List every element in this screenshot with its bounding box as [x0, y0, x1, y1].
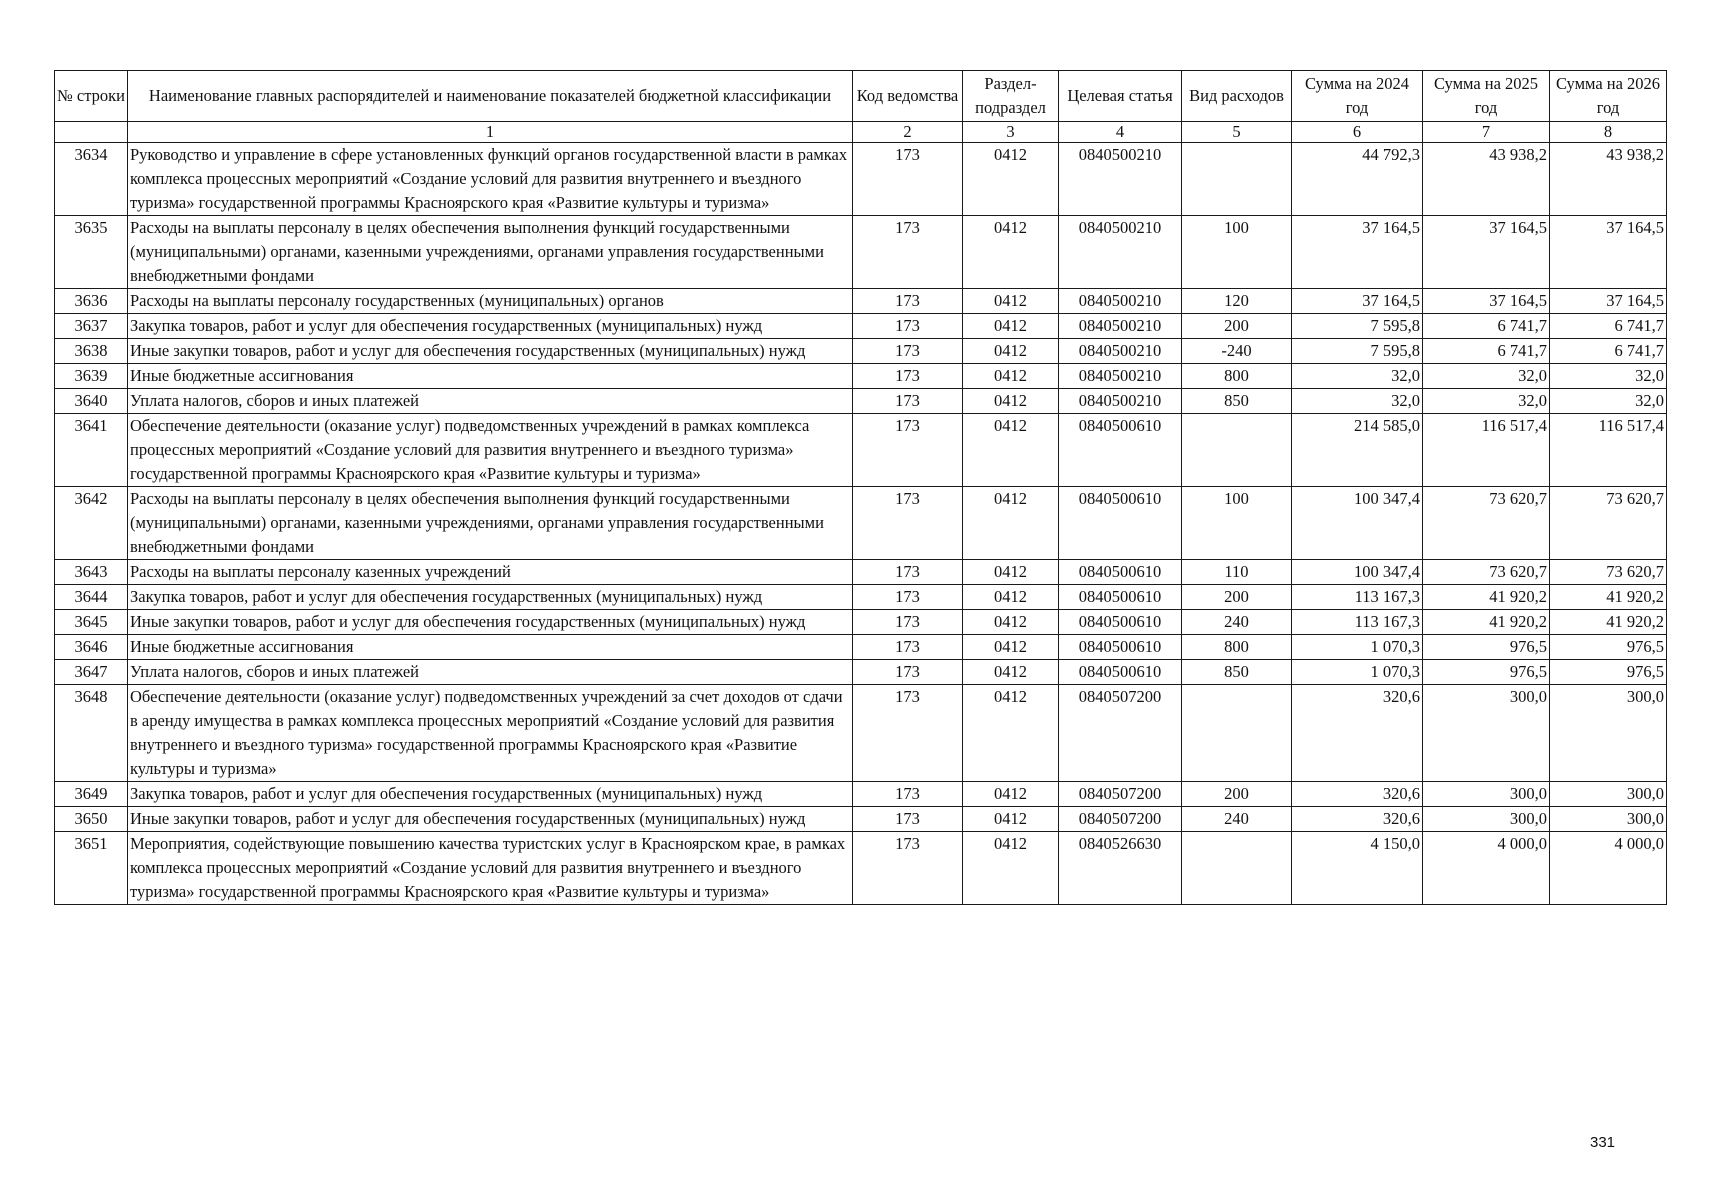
row-exp-type: 240 [1182, 610, 1292, 635]
row-section: 0412 [963, 685, 1059, 782]
row-exp-type: 800 [1182, 635, 1292, 660]
row-sum-2025: 73 620,7 [1423, 560, 1550, 585]
row-section: 0412 [963, 339, 1059, 364]
table-body [55, 143, 1667, 905]
table-row [55, 289, 1667, 314]
row-name: Обеспечение деятельности (оказание услуг) подведомственных учреждений за счет доходов от сдачи в аренду имущества в рамках комплекса процессных мероприятий «Создание условий для развития внутреннего и въездного туризма» государственной программы Красноярского края «Развитие культуры и туризма» [128, 685, 853, 782]
row-sum-2026: 73 620,7 [1550, 487, 1667, 560]
row-section: 0412 [963, 660, 1059, 685]
row-sum-2025: 300,0 [1423, 807, 1550, 832]
row-dept-code: 173 [853, 807, 963, 832]
row-target: 0840507200 [1059, 782, 1182, 807]
row-name: Иные бюджетные ассигнования [128, 364, 853, 389]
row-number: 3641 [55, 414, 128, 487]
row-dept-code: 173 [853, 143, 963, 216]
row-exp-type: 200 [1182, 585, 1292, 610]
row-sum-2025: 6 741,7 [1423, 339, 1550, 364]
row-sum-2024: 44 792,3 [1292, 143, 1423, 216]
header-sum-2025: Сумма на 2025 год [1423, 71, 1550, 122]
row-name: Уплата налогов, сборов и иных платежей [128, 389, 853, 414]
row-dept-code: 173 [853, 832, 963, 905]
header-dept-code: Код ведомства [853, 71, 963, 122]
row-sum-2024: 1 070,3 [1292, 660, 1423, 685]
row-section: 0412 [963, 314, 1059, 339]
row-target: 0840500210 [1059, 314, 1182, 339]
column-number-row [55, 122, 1667, 143]
row-section: 0412 [963, 585, 1059, 610]
row-sum-2024: 320,6 [1292, 782, 1423, 807]
row-sum-2026: 116 517,4 [1550, 414, 1667, 487]
row-name: Расходы на выплаты персоналу государственных (муниципальных) органов [128, 289, 853, 314]
table-row [55, 560, 1667, 585]
budget-table [54, 70, 1667, 905]
column-number: 2 [853, 122, 963, 143]
header-target: Целевая статья [1059, 71, 1182, 122]
header-row [55, 71, 1667, 122]
row-sum-2024: 32,0 [1292, 389, 1423, 414]
row-sum-2024: 7 595,8 [1292, 339, 1423, 364]
row-target: 0840500610 [1059, 635, 1182, 660]
row-sum-2026: 73 620,7 [1550, 560, 1667, 585]
row-number: 3645 [55, 610, 128, 635]
column-number: 4 [1059, 122, 1182, 143]
row-sum-2026: 300,0 [1550, 807, 1667, 832]
row-target: 0840500210 [1059, 143, 1182, 216]
row-sum-2025: 32,0 [1423, 364, 1550, 389]
row-sum-2026: 43 938,2 [1550, 143, 1667, 216]
row-sum-2024: 214 585,0 [1292, 414, 1423, 487]
row-exp-type: 240 [1182, 807, 1292, 832]
row-name: Расходы на выплаты персоналу в целях обеспечения выполнения функций государственными (муниципальными) органами, казенными учреждениями, органами управления государственными внебюджетными фондами [128, 487, 853, 560]
row-section: 0412 [963, 389, 1059, 414]
row-exp-type: 100 [1182, 487, 1292, 560]
row-exp-type: 200 [1182, 314, 1292, 339]
row-number: 3634 [55, 143, 128, 216]
row-exp-type: 110 [1182, 560, 1292, 585]
table-row [55, 216, 1667, 289]
column-number: 1 [128, 122, 853, 143]
row-name: Закупка товаров, работ и услуг для обеспечения государственных (муниципальных) нужд [128, 314, 853, 339]
row-sum-2025: 300,0 [1423, 685, 1550, 782]
row-exp-type: 120 [1182, 289, 1292, 314]
row-exp-type: 850 [1182, 389, 1292, 414]
header-sum-2026: Сумма на 2026 год [1550, 71, 1667, 122]
row-exp-type: 200 [1182, 782, 1292, 807]
row-sum-2025: 976,5 [1423, 635, 1550, 660]
row-section: 0412 [963, 832, 1059, 905]
row-sum-2025: 37 164,5 [1423, 289, 1550, 314]
table-row [55, 487, 1667, 560]
table-row [55, 389, 1667, 414]
table-row [55, 414, 1667, 487]
row-dept-code: 173 [853, 339, 963, 364]
row-sum-2026: 976,5 [1550, 660, 1667, 685]
row-target: 0840500210 [1059, 389, 1182, 414]
table-row [55, 660, 1667, 685]
row-name: Иные бюджетные ассигнования [128, 635, 853, 660]
row-sum-2026: 41 920,2 [1550, 610, 1667, 635]
row-sum-2024: 37 164,5 [1292, 289, 1423, 314]
table-row [55, 782, 1667, 807]
row-number: 3649 [55, 782, 128, 807]
row-number: 3647 [55, 660, 128, 685]
table-row [55, 585, 1667, 610]
table-row [55, 610, 1667, 635]
row-name: Обеспечение деятельности (оказание услуг) подведомственных учреждений в рамках комплекса процессных мероприятий «Создание условий для развития внутреннего и въездного туризма» государственной программы Красноярского края «Развитие культуры и туризма» [128, 414, 853, 487]
row-target: 0840500210 [1059, 364, 1182, 389]
row-name: Мероприятия, содействующие повышению качества туристских услуг в Красноярском крае, в рамках комплекса процессных мероприятий «Создание условий для развития внутреннего и въездного туризма» государственной программы Красноярского края «Развитие культуры и туризма» [128, 832, 853, 905]
row-dept-code: 173 [853, 782, 963, 807]
row-exp-type: -240 [1182, 339, 1292, 364]
row-section: 0412 [963, 807, 1059, 832]
row-sum-2025: 300,0 [1423, 782, 1550, 807]
row-name: Руководство и управление в сфере установленных функций органов государственной власти в рамках комплекса процессных мероприятий «Создание условий для развития внутреннего и въездного туризма» государственной программы Красноярского края «Развитие культуры и туризма» [128, 143, 853, 216]
row-dept-code: 173 [853, 685, 963, 782]
row-target: 0840526630 [1059, 832, 1182, 905]
row-sum-2025: 6 741,7 [1423, 314, 1550, 339]
row-dept-code: 173 [853, 314, 963, 339]
column-number: 6 [1292, 122, 1423, 143]
table-row [55, 635, 1667, 660]
row-sum-2024: 32,0 [1292, 364, 1423, 389]
row-sum-2025: 976,5 [1423, 660, 1550, 685]
header-name: Наименование главных распорядителей и наименование показателей бюджетной классификации [128, 71, 853, 122]
row-sum-2024: 113 167,3 [1292, 610, 1423, 635]
row-target: 0840500210 [1059, 289, 1182, 314]
row-number: 3639 [55, 364, 128, 389]
row-target: 0840500610 [1059, 585, 1182, 610]
row-sum-2024: 37 164,5 [1292, 216, 1423, 289]
row-name: Расходы на выплаты персоналу в целях обеспечения выполнения функций государственными (муниципальными) органами, казенными учреждениями, органами управления государственными внебюджетными фондами [128, 216, 853, 289]
row-name: Иные закупки товаров, работ и услуг для обеспечения государственных (муниципальных) нужд [128, 339, 853, 364]
row-section: 0412 [963, 143, 1059, 216]
row-section: 0412 [963, 560, 1059, 585]
row-dept-code: 173 [853, 660, 963, 685]
row-sum-2026: 6 741,7 [1550, 339, 1667, 364]
row-exp-type [1182, 143, 1292, 216]
row-section: 0412 [963, 610, 1059, 635]
row-dept-code: 173 [853, 585, 963, 610]
row-target: 0840500610 [1059, 660, 1182, 685]
row-target: 0840507200 [1059, 807, 1182, 832]
row-exp-type: 800 [1182, 364, 1292, 389]
row-sum-2024: 1 070,3 [1292, 635, 1423, 660]
row-sum-2025: 4 000,0 [1423, 832, 1550, 905]
header-exp-type: Вид расходов [1182, 71, 1292, 122]
row-number: 3640 [55, 389, 128, 414]
row-sum-2025: 43 938,2 [1423, 143, 1550, 216]
header-section: Раздел-подраздел [963, 71, 1059, 122]
row-sum-2024: 113 167,3 [1292, 585, 1423, 610]
row-sum-2026: 37 164,5 [1550, 216, 1667, 289]
row-sum-2025: 41 920,2 [1423, 585, 1550, 610]
row-section: 0412 [963, 635, 1059, 660]
column-number: 8 [1550, 122, 1667, 143]
row-sum-2026: 976,5 [1550, 635, 1667, 660]
row-dept-code: 173 [853, 610, 963, 635]
row-target: 0840500610 [1059, 610, 1182, 635]
row-target: 0840500610 [1059, 560, 1182, 585]
row-target: 0840500210 [1059, 216, 1182, 289]
row-name: Уплата налогов, сборов и иных платежей [128, 660, 853, 685]
row-name: Расходы на выплаты персоналу казенных учреждений [128, 560, 853, 585]
column-number: 3 [963, 122, 1059, 143]
row-section: 0412 [963, 487, 1059, 560]
row-sum-2024: 320,6 [1292, 807, 1423, 832]
table-row [55, 807, 1667, 832]
table-row [55, 364, 1667, 389]
row-sum-2026: 300,0 [1550, 782, 1667, 807]
row-number: 3638 [55, 339, 128, 364]
row-number: 3644 [55, 585, 128, 610]
row-sum-2026: 32,0 [1550, 389, 1667, 414]
row-sum-2025: 32,0 [1423, 389, 1550, 414]
column-number: 5 [1182, 122, 1292, 143]
row-dept-code: 173 [853, 216, 963, 289]
column-number: 7 [1423, 122, 1550, 143]
row-exp-type [1182, 685, 1292, 782]
row-number: 3642 [55, 487, 128, 560]
row-sum-2024: 100 347,4 [1292, 560, 1423, 585]
row-dept-code: 173 [853, 289, 963, 314]
row-dept-code: 173 [853, 487, 963, 560]
row-sum-2026: 41 920,2 [1550, 585, 1667, 610]
row-exp-type: 850 [1182, 660, 1292, 685]
row-target: 0840500610 [1059, 487, 1182, 560]
row-sum-2024: 100 347,4 [1292, 487, 1423, 560]
row-sum-2025: 116 517,4 [1423, 414, 1550, 487]
row-sum-2024: 320,6 [1292, 685, 1423, 782]
row-sum-2026: 300,0 [1550, 685, 1667, 782]
row-name: Закупка товаров, работ и услуг для обеспечения государственных (муниципальных) нужд [128, 585, 853, 610]
row-sum-2024: 7 595,8 [1292, 314, 1423, 339]
row-name: Иные закупки товаров, работ и услуг для обеспечения государственных (муниципальных) нужд [128, 610, 853, 635]
row-exp-type: 100 [1182, 216, 1292, 289]
header-sum-2024: Сумма на 2024 год [1292, 71, 1423, 122]
row-number: 3635 [55, 216, 128, 289]
table-row [55, 685, 1667, 782]
row-sum-2026: 4 000,0 [1550, 832, 1667, 905]
row-number: 3637 [55, 314, 128, 339]
row-number: 3648 [55, 685, 128, 782]
row-dept-code: 173 [853, 389, 963, 414]
row-sum-2025: 37 164,5 [1423, 216, 1550, 289]
row-sum-2026: 6 741,7 [1550, 314, 1667, 339]
row-dept-code: 173 [853, 364, 963, 389]
row-sum-2026: 37 164,5 [1550, 289, 1667, 314]
row-section: 0412 [963, 216, 1059, 289]
table-row [55, 314, 1667, 339]
row-number: 3650 [55, 807, 128, 832]
row-section: 0412 [963, 782, 1059, 807]
column-number [55, 122, 128, 143]
row-number: 3643 [55, 560, 128, 585]
table-row [55, 143, 1667, 216]
row-section: 0412 [963, 414, 1059, 487]
table-row [55, 832, 1667, 905]
row-dept-code: 173 [853, 635, 963, 660]
row-section: 0412 [963, 364, 1059, 389]
row-target: 0840507200 [1059, 685, 1182, 782]
row-sum-2024: 4 150,0 [1292, 832, 1423, 905]
page-number: 331 [1590, 1134, 1616, 1151]
row-target: 0840500610 [1059, 414, 1182, 487]
row-name: Закупка товаров, работ и услуг для обеспечения государственных (муниципальных) нужд [128, 782, 853, 807]
row-section: 0412 [963, 289, 1059, 314]
row-dept-code: 173 [853, 414, 963, 487]
row-number: 3636 [55, 289, 128, 314]
header-row-no: № строки [55, 71, 128, 122]
row-exp-type [1182, 832, 1292, 905]
row-target: 0840500210 [1059, 339, 1182, 364]
table-row [55, 339, 1667, 364]
row-number: 3646 [55, 635, 128, 660]
row-number: 3651 [55, 832, 128, 905]
row-dept-code: 173 [853, 560, 963, 585]
row-name: Иные закупки товаров, работ и услуг для обеспечения государственных (муниципальных) нужд [128, 807, 853, 832]
row-sum-2025: 73 620,7 [1423, 487, 1550, 560]
row-exp-type [1182, 414, 1292, 487]
row-sum-2026: 32,0 [1550, 364, 1667, 389]
row-sum-2025: 41 920,2 [1423, 610, 1550, 635]
